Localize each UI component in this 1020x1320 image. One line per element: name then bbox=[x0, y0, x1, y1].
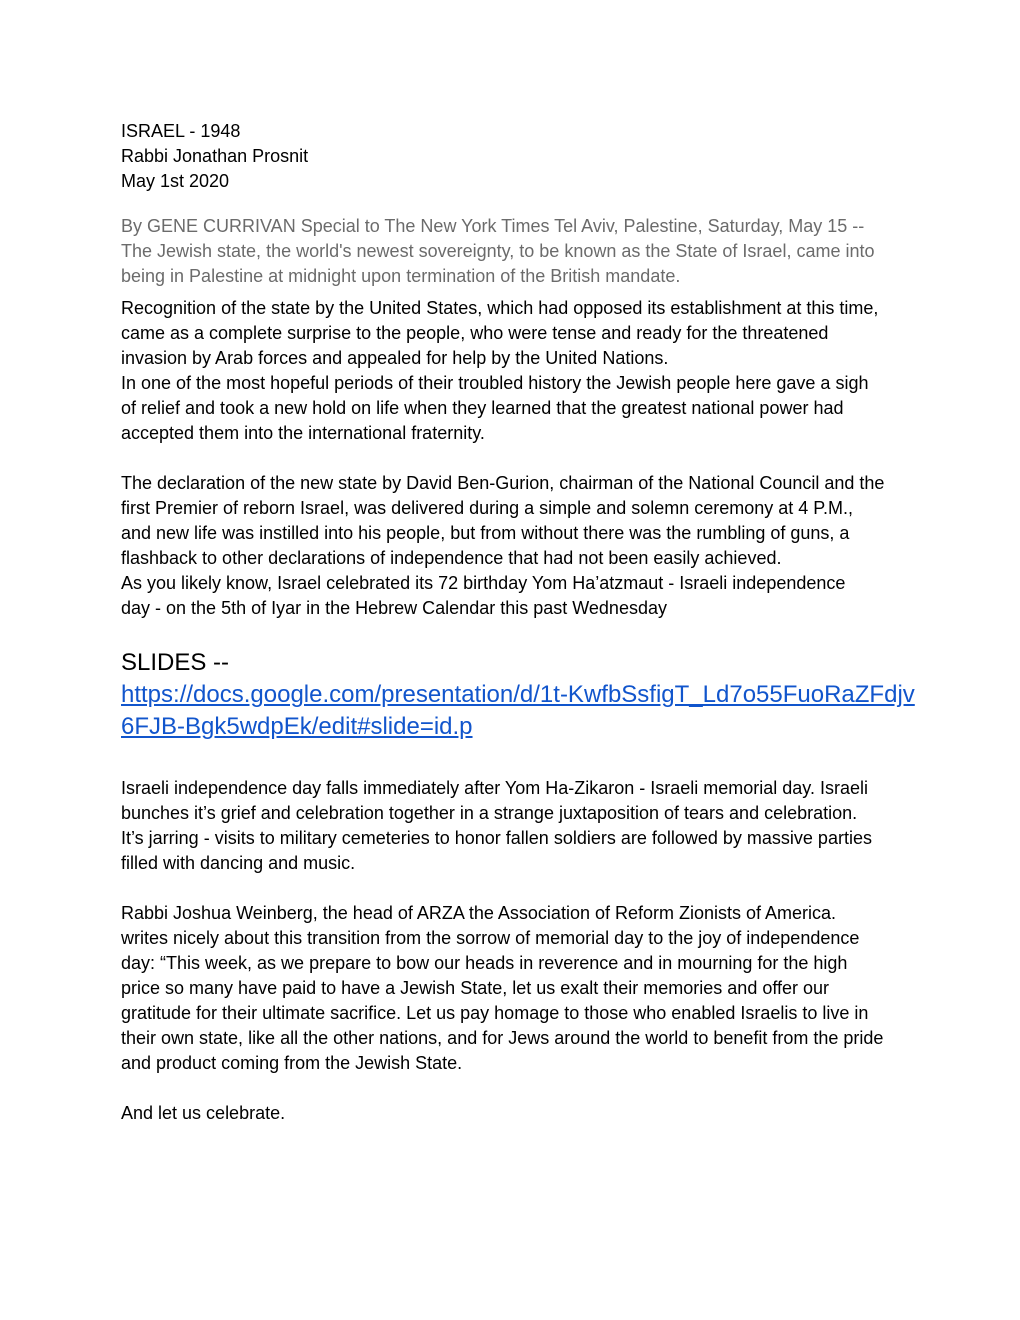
text-line: and new life was instilled into his people, but from without there was the rumbling of guns, a bbox=[121, 523, 850, 543]
text-line: being in Palestine at midnight upon termination of the British mandate. bbox=[121, 266, 681, 286]
text-line: The Jewish state, the world's newest sovereignty, to be known as the State of Israel, came into bbox=[121, 241, 875, 261]
slides-link[interactable] bbox=[121, 679, 921, 743]
text-line: The declaration of the new state by David Ben-Gurion, chairman of the National Council and the bbox=[121, 473, 885, 493]
text-line: As you likely know, Israel celebrated its 72 birthday Yom Ha’atzmaut - Israeli independence bbox=[121, 573, 846, 593]
paragraph-weinberg bbox=[121, 901, 921, 1076]
text-line: first Premier of reborn Israel, was delivered during a simple and solemn ceremony at 4 P.M., bbox=[121, 498, 853, 518]
date-line: May 1st 2020 bbox=[121, 171, 230, 191]
title-line: ISRAEL - 1948 bbox=[121, 121, 241, 141]
text-line: price so many have paid to have a Jewish State, let us exalt their memories and offer our bbox=[121, 978, 830, 998]
text-line: day: “This week, as we prepare to bow our heads in reverence and in mourning for the high bbox=[121, 953, 848, 973]
text-line: filled with dancing and music. bbox=[121, 853, 356, 873]
text-line: bunches it’s grief and celebration together in a strange juxtaposition of tears and celebration. bbox=[121, 803, 858, 823]
text-line: day - on the 5th of Iyar in the Hebrew Calendar this past Wednesday bbox=[121, 598, 667, 618]
paragraph-declaration bbox=[121, 471, 921, 621]
paragraph-memorial-day bbox=[121, 776, 921, 876]
document-header bbox=[121, 119, 921, 194]
text-line: By GENE CURRIVAN Special to The New York Times Tel Aviv, Palestine, Saturday, May 15 -- bbox=[121, 216, 865, 236]
text-line: Recognition of the state by the United States, which had opposed its establishment at this time, bbox=[121, 298, 879, 318]
author-line: Rabbi Jonathan Prosnit bbox=[121, 146, 309, 166]
text-line: of relief and took a new hold on life when they learned that the greatest national power had bbox=[121, 398, 844, 418]
closing-line: And let us celebrate. bbox=[121, 1103, 286, 1123]
text-line: Rabbi Joshua Weinberg, the head of ARZA the Association of Reform Zionists of America. bbox=[121, 903, 837, 923]
text-line: their own state, like all the other nations, and for Jews around the world to benefit from the pride bbox=[121, 1028, 884, 1048]
text-line: Israeli independence day falls immediately after Yom Ha-Zikaron - Israeli memorial day. Israeli bbox=[121, 778, 868, 798]
text-line: It’s jarring - visits to military cemeteries to honor fallen soldiers are followed by massive parties bbox=[121, 828, 872, 848]
text-line: In one of the most hopeful periods of their troubled history the Jewish people here gave a sigh bbox=[121, 373, 869, 393]
text-line: accepted them into the international fraternity. bbox=[121, 423, 485, 443]
text-line: writes nicely about this transition from the sorrow of memorial day to the joy of independence bbox=[121, 928, 860, 948]
text-line: invasion by Arab forces and appealed for help by the United Nations. bbox=[121, 348, 669, 368]
text-line: and product coming from the Jewish State. bbox=[121, 1053, 463, 1073]
link-line[interactable]: 6FJB-Bgk5wdpEk/edit#slide=id.p bbox=[121, 713, 473, 740]
paragraph-recognition bbox=[121, 296, 921, 446]
text-line: flashback to other declarations of independence that had not been easily achieved. bbox=[121, 548, 782, 568]
text-line: came as a complete surprise to the people, who were tense and ready for the threatened bbox=[121, 323, 829, 343]
nyt-quote bbox=[121, 214, 921, 289]
slides-label: SLIDES -- bbox=[121, 649, 230, 676]
text-line: gratitude for their ultimate sacrifice. Let us pay homage to those who enabled Israelis to live in bbox=[121, 1003, 869, 1023]
slides-section bbox=[121, 647, 921, 743]
link-line[interactable]: https://docs.google.com/presentation/d/1t-KwfbSsfigT_Ld7o55FuoRaZFdjv bbox=[121, 681, 915, 708]
